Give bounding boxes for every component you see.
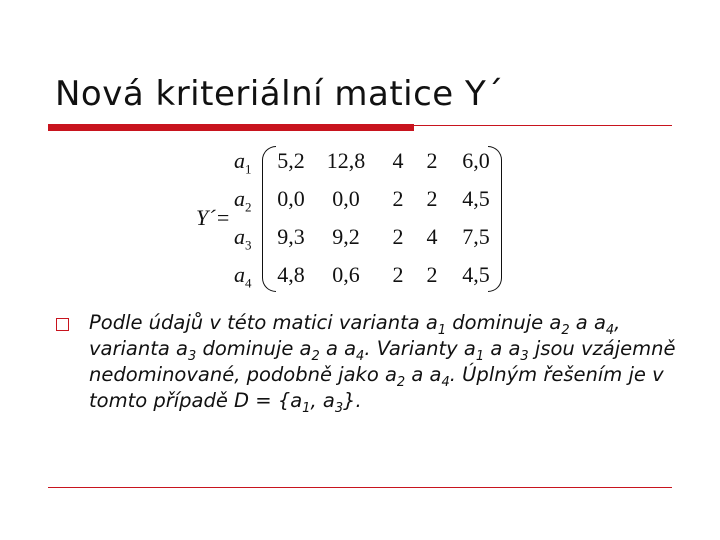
para-text-2: dominuje a: [446, 311, 562, 334]
para-sub-9: 2: [396, 374, 406, 390]
matrix-row-label: [234, 148, 252, 177]
para-sub-5: 2: [311, 348, 320, 364]
matrix-cell: 4: [392, 148, 404, 173]
matrix-cell: 2: [426, 148, 438, 173]
slide-title: Nová kriteriální matice Y´: [55, 74, 504, 114]
row-label-letter: a: [234, 262, 245, 287]
matrix-cell: 4,8: [277, 262, 305, 287]
para-sub-12: 3: [334, 400, 344, 416]
para-sub-2: 2: [561, 322, 570, 338]
matrix-cell: 2: [392, 224, 404, 249]
matrix-cell: 12,8: [326, 148, 366, 173]
matrix-cell: 7,5: [462, 224, 490, 249]
matrix-row-label: [234, 186, 252, 215]
row-label-letter: a: [234, 148, 245, 173]
para-sub-7: 1: [475, 348, 485, 364]
para-text-4: , varianta a: [89, 311, 621, 360]
matrix-cell: 2: [426, 262, 438, 287]
para-text-12: , a: [310, 389, 335, 412]
row-label-letter: a: [234, 186, 245, 211]
para-text-6: a a: [319, 337, 357, 360]
matrix-row-label: [234, 224, 252, 253]
matrix-cell: 6,0: [462, 148, 490, 173]
matrix-cell: 9,2: [332, 224, 360, 249]
matrix-cell: 2: [392, 262, 404, 287]
para-text-8: a a: [484, 337, 521, 360]
para-sub-8: 3: [520, 348, 529, 364]
matrix-cell: 0,0: [332, 186, 360, 211]
matrix-cell: 9,3: [277, 224, 305, 249]
matrix-cell: 2: [426, 186, 438, 211]
matrix-label: Y´=: [196, 205, 231, 230]
row-label-subscript: 3: [245, 237, 252, 253]
matrix-cell: 4: [426, 224, 438, 249]
para-sub-1: 1: [437, 322, 447, 338]
para-text-9: jsou vzájemně nedominované, podobně jako a: [89, 337, 676, 386]
para-text-5: dominuje a: [196, 337, 312, 360]
para-sub-6: 4: [356, 348, 365, 364]
para-text-13: }.: [343, 389, 362, 412]
matrix-cell: 5,2: [277, 148, 305, 173]
matrix-cell: 4,5: [462, 262, 490, 287]
para-sub-4: 3: [187, 348, 197, 364]
para-text-11: . Úplným řešením je v tomto případě D = {a: [89, 363, 664, 412]
bullet-square-icon: [56, 318, 69, 331]
para-sub-3: 4: [605, 322, 615, 338]
para-text-1: Podle údajů v této matici varianta a: [89, 311, 438, 334]
bullet-paragraph: [89, 310, 689, 414]
matrix-cell: 2: [392, 186, 404, 211]
row-label-subscript: 2: [245, 199, 252, 215]
para-sub-11: 1: [302, 400, 311, 416]
para-text-7: . Varianty a: [364, 337, 476, 360]
row-label-subscript: 4: [245, 275, 252, 291]
matrix-cell: 0,6: [332, 262, 360, 287]
row-label-subscript: 1: [245, 161, 252, 177]
row-label-letter: a: [234, 224, 245, 249]
matrix-cell: 0,0: [277, 186, 305, 211]
para-sub-10: 4: [441, 374, 450, 390]
matrix-cell: 4,5: [462, 186, 490, 211]
para-text-10: a a: [405, 363, 442, 386]
footer-rule: [48, 487, 672, 488]
matrix-row-label: [234, 262, 252, 291]
para-text-3: a a: [569, 311, 606, 334]
